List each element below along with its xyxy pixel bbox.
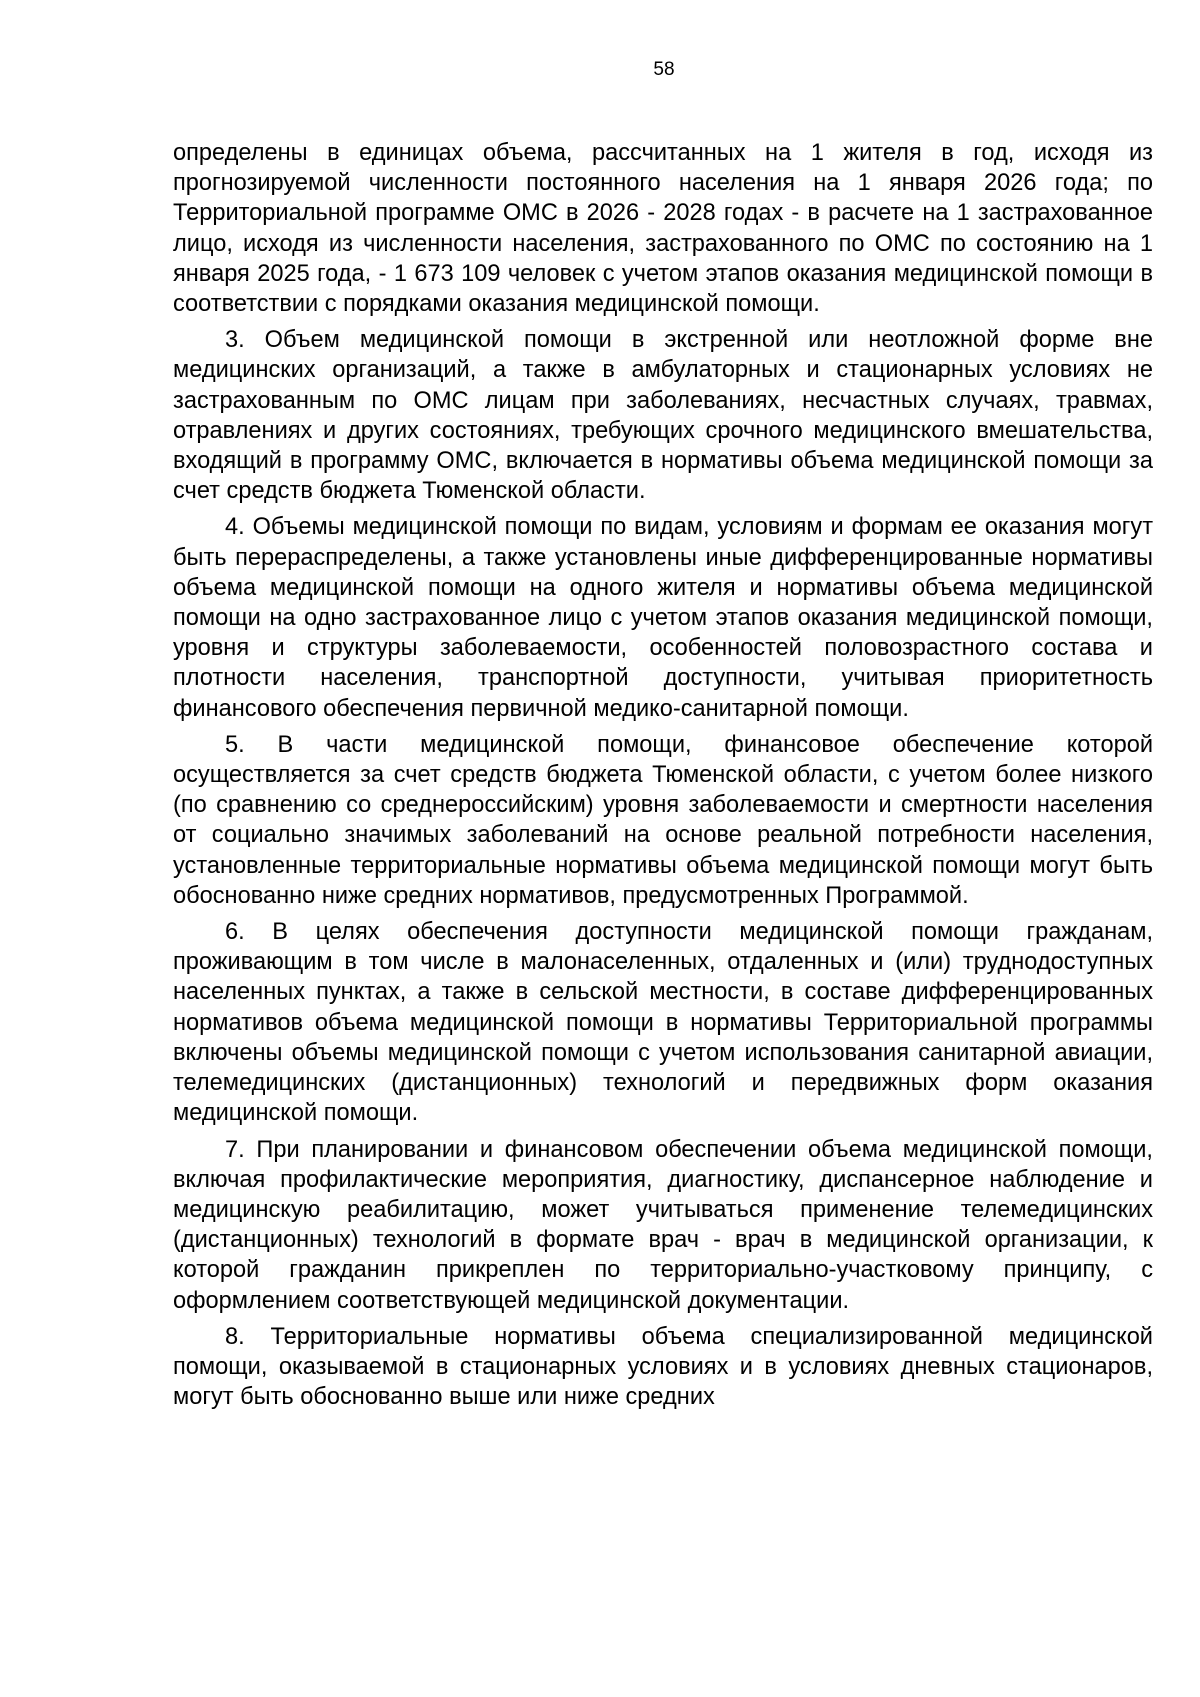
paragraph-item-3: 3. Объем медицинской помощи в экстренной или неотложной форме вне медицинских организаций, а также в амбулаторных и стационарных условиях не застрахованным по ОМС лицам при заболеваниях, несчастных случаях, травмах, отравлениях и других состояниях, требующих срочного медицинского вмешательства, входящий в программу ОМС, включается в нормативы объема медицинской помощи за счет средств бюджета Тюменской области.: [173, 327, 1153, 505]
paragraph-continuation: определены в единицах объема, рассчитанных на 1 жителя в год, исходя из прогнозируемой численности постоянного населения на 1 января 2026 года; по Территориальной программе ОМС в 2026 - 2028 годах - в расчете на 1 застрахованное лицо, исходя из численности населения, застрахованного по ОМС по состоянию на 1 января 2025 года, - 1 673 109 человек с учетом этапов оказания медицинской помощи в соответствии с порядками оказания медицинской помощи.: [173, 140, 1153, 318]
paragraph-item-6: 6. В целях обеспечения доступности медицинской помощи гражданам, проживающим в том числе в малонаселенных, отдаленных и (или) труднодоступных населенных пунктах, а также в сельской местности, в составе дифференцированных нормативов объема медицинской помощи в нормативы Территориальной программы включены объемы медицинской помощи с учетом использования санитарной авиации, телемедицинских (дистанционных) технологий и передвижных форм оказания медицинской помощи.: [173, 919, 1153, 1127]
paragraph-item-5: 5. В части медицинской помощи, финансовое обеспечение которой осуществляется за счет средств бюджета Тюменской области, с учетом более низкого (по сравнению со среднероссийским) уровня заболеваемости и смертности населения от социально значимых заболеваний на основе реальной потребности населения, установленные территориальные нормативы объема медицинской помощи могут быть обоснованно ниже средних нормативов, предусмотренных Программой.: [173, 731, 1153, 909]
page-number: 58: [653, 59, 675, 80]
paragraph-item-4: 4. Объемы медицинской помощи по видам, условиям и формам ее оказания могут быть перераспределены, а также установлены иные дифференцированные нормативы объема медицинской помощи на одного жителя и нормативы объема медицинской помощи на одно застрахованное лицо с учетом этапов оказания медицинской помощи, уровня и структуры заболеваемости, особенностей половозрастного состава и плотности населения, транспортной доступности, учитывая приоритетность финансового обеспечения первичной медико-санитарной помощи.: [173, 514, 1153, 722]
paragraph-item-8: 8. Территориальные нормативы объема специализированной медицинской помощи, оказываемой в стационарных условиях и в условиях дневных стационаров, могут быть обоснованно выше или ниже средних: [173, 1323, 1153, 1411]
paragraph-item-7: 7. При планировании и финансовом обеспечении объема медицинской помощи, включая профилактические мероприятия, диагностику, диспансерное наблюдение и медицинскую реабилитацию, может учитываться применение телемедицинских (дистанционных) технологий в формате врач - врач в медицинской организации, к которой гражданин прикреплен по территориально-участковому принципу, с оформлением соответствующей медицинской документации.: [173, 1136, 1153, 1314]
document-body: [173, 138, 1153, 1418]
